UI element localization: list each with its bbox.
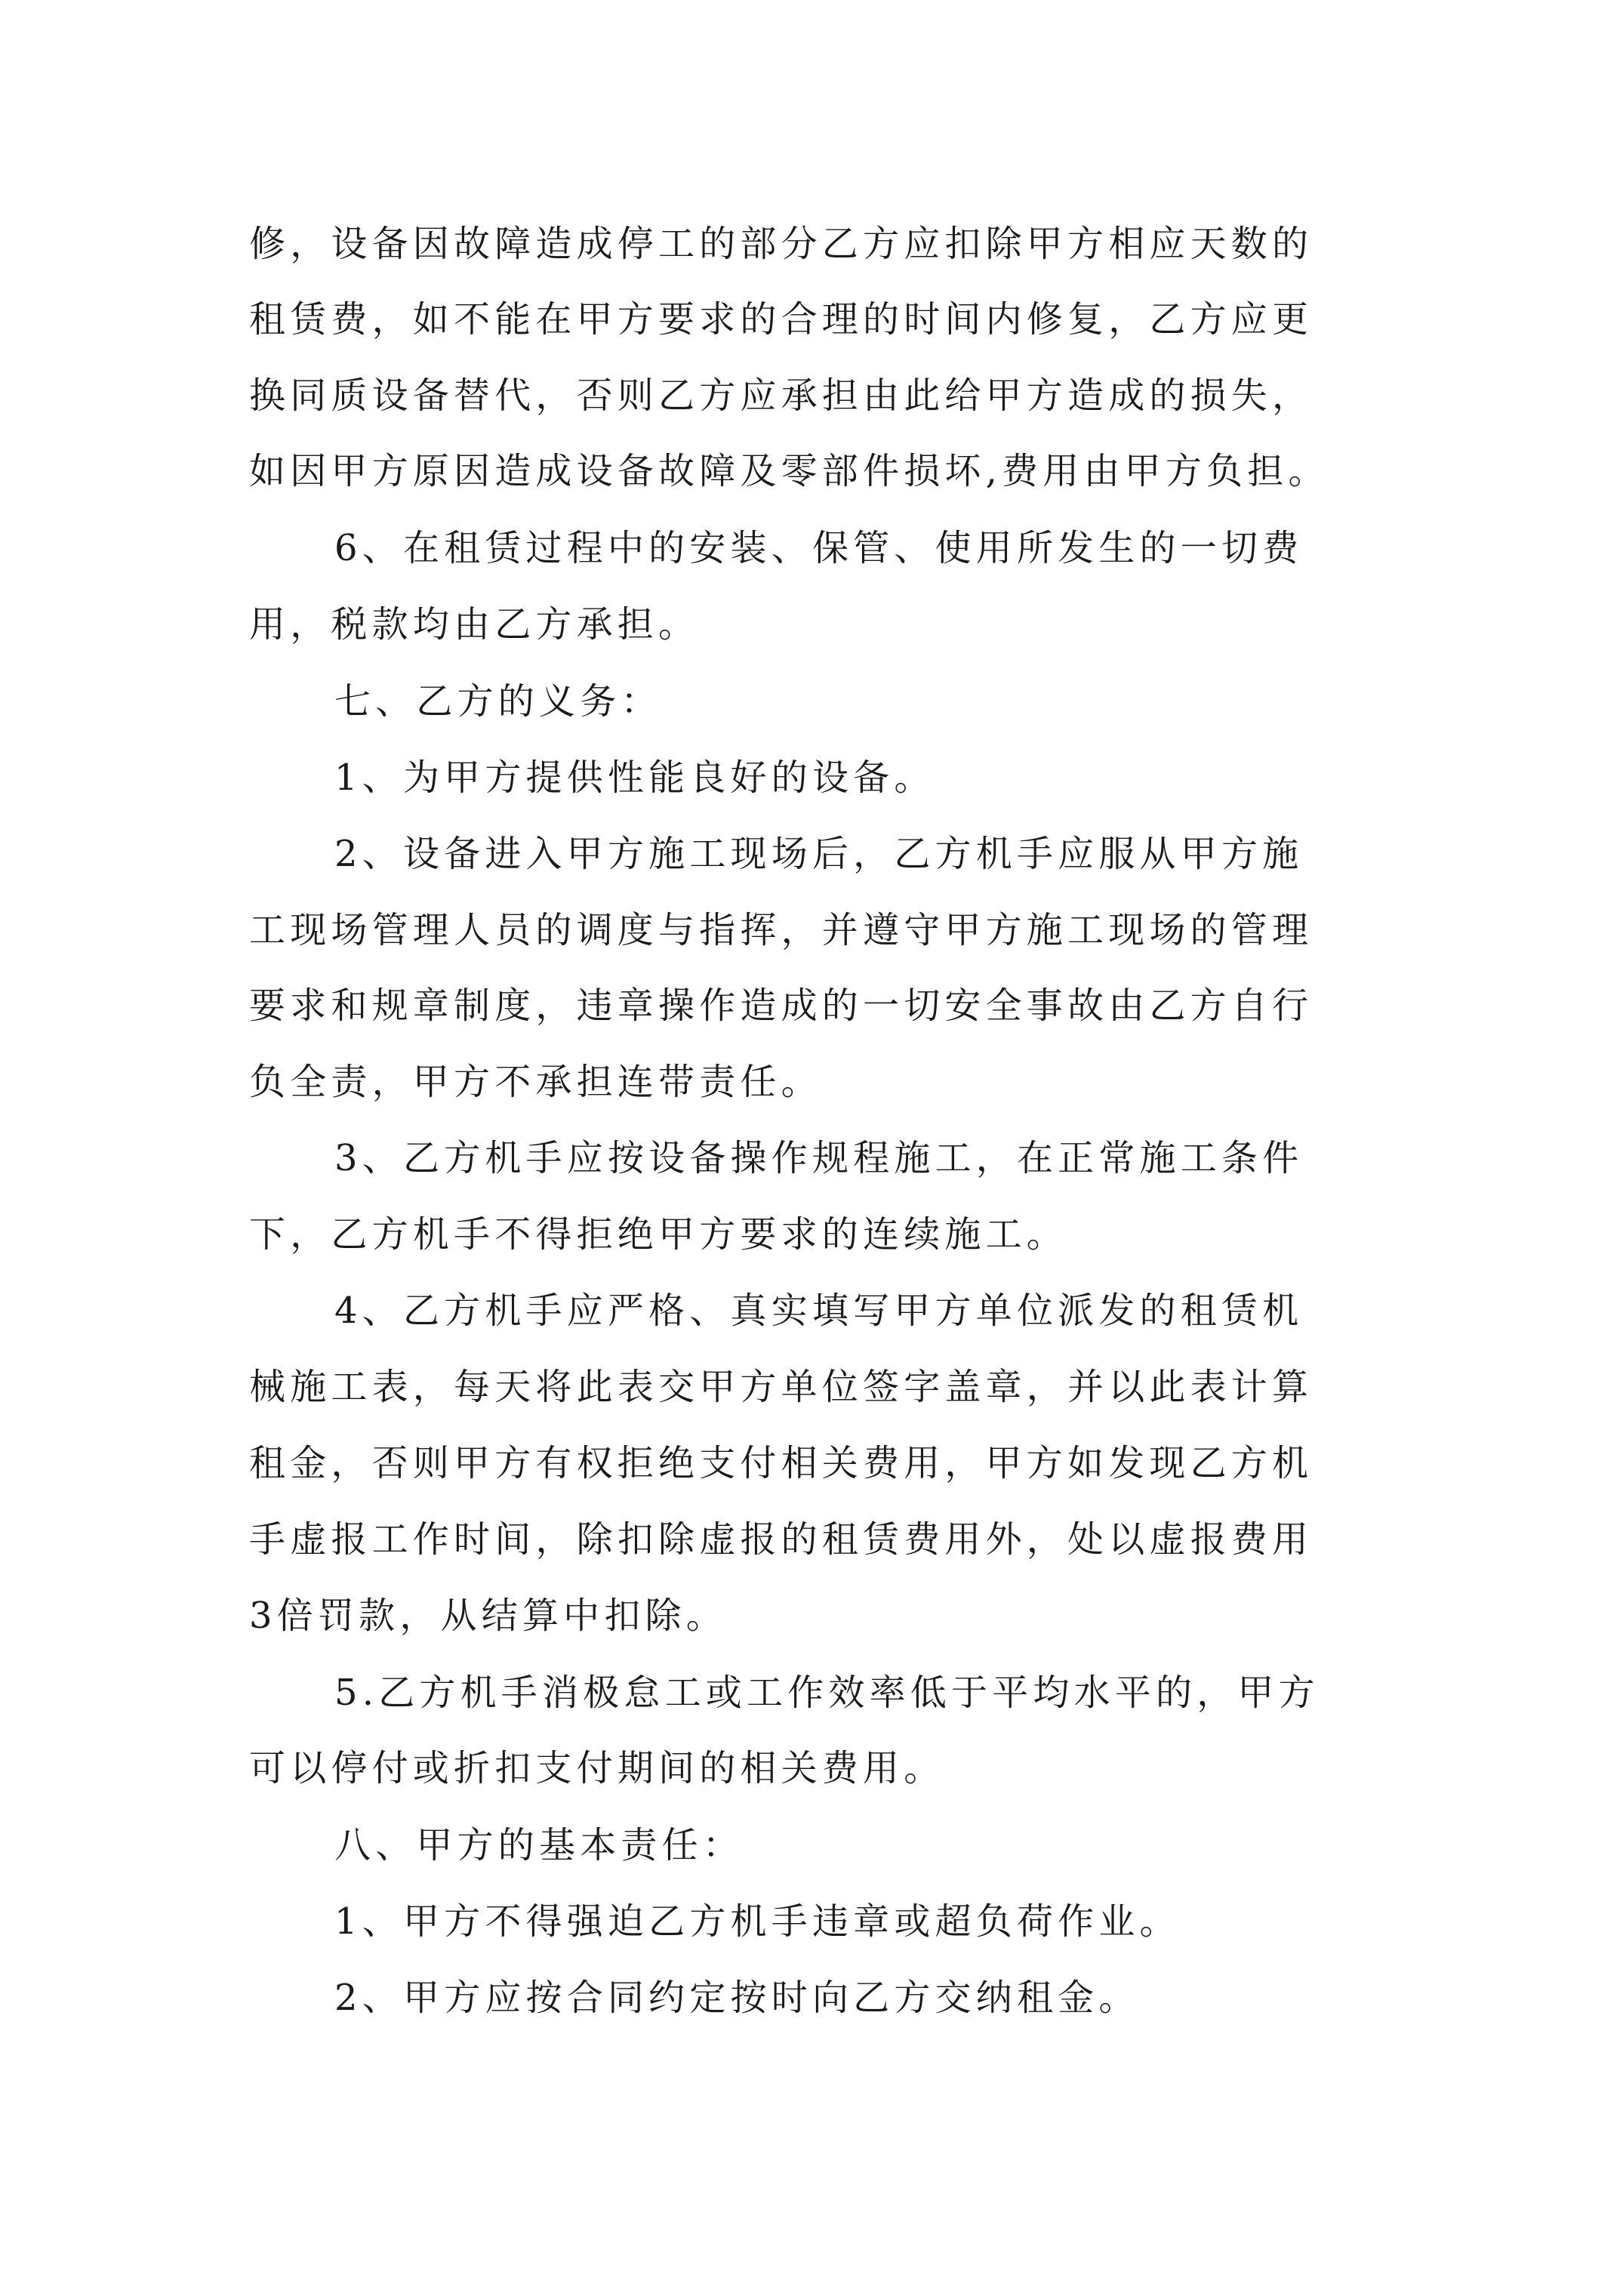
- text-line: 6、在租赁过程中的安装、保管、使用所发生的一切费: [334, 527, 1304, 569]
- text-line: 2、设备进入甲方施工现场后，乙方机手应服从甲方施: [334, 833, 1304, 875]
- section-heading: 七、乙方的义务：: [334, 680, 662, 723]
- text-line: 负全责，甲方不承担连带责任。: [249, 1061, 822, 1103]
- section-heading: 八、甲方的基本责任：: [334, 1824, 744, 1866]
- text-line: 2、甲方应按合同约定按时向乙方交纳租金。: [334, 1977, 1140, 2019]
- text-line: 下，乙方机手不得拒绝甲方要求的连续施工。: [249, 1213, 1068, 1256]
- text-line: 3倍罚款，从结算中扣除。: [249, 1595, 727, 1637]
- text-line: 1、为甲方提供性能良好的设备。: [334, 757, 935, 799]
- text-line: 工现场管理人员的调度与指挥，并遵守甲方施工现场的管理: [249, 909, 1313, 951]
- text-line: 5.乙方机手消极怠工或工作效率低于平均水平的，甲方: [334, 1672, 1320, 1714]
- text-line: 修，设备因故障造成停工的部分乙方应扣除甲方相应天数的: [249, 223, 1313, 265]
- text-line: 手虚报工作时间，除扣除虚报的租赁费用外，处以虚报费用: [249, 1518, 1313, 1561]
- text-line: 用，税款均由乙方承担。: [249, 603, 700, 646]
- text-line: 4、乙方机手应严格、真实填写甲方单位派发的租赁机: [334, 1290, 1304, 1332]
- text-line: 租金，否则甲方有权拒绝支付相关费用，甲方如发现乙方机: [249, 1442, 1313, 1484]
- text-line: 3、乙方机手应按设备操作规程施工，在正常施工条件: [334, 1137, 1304, 1179]
- text-line: 如因甲方原因造成设备故障及零部件损坏,费用由甲方负担。: [249, 450, 1329, 492]
- text-line: 械施工表，每天将此表交甲方单位签字盖章，并以此表计算: [249, 1366, 1313, 1408]
- text-line: 租赁费，如不能在甲方要求的合理的时间内修复，乙方应更: [249, 298, 1313, 341]
- text-line: 换同质设备替代，否则乙方应承担由此给甲方造成的损失，: [249, 374, 1313, 417]
- text-line: 要求和规章制度，违章操作造成的一切安全事故由乙方自行: [249, 985, 1313, 1027]
- text-line: 可以停付或折扣支付期间的相关费用。: [249, 1747, 945, 1789]
- text-line: 1、甲方不得强迫乙方机手违章或超负荷作业。: [334, 1900, 1181, 1943]
